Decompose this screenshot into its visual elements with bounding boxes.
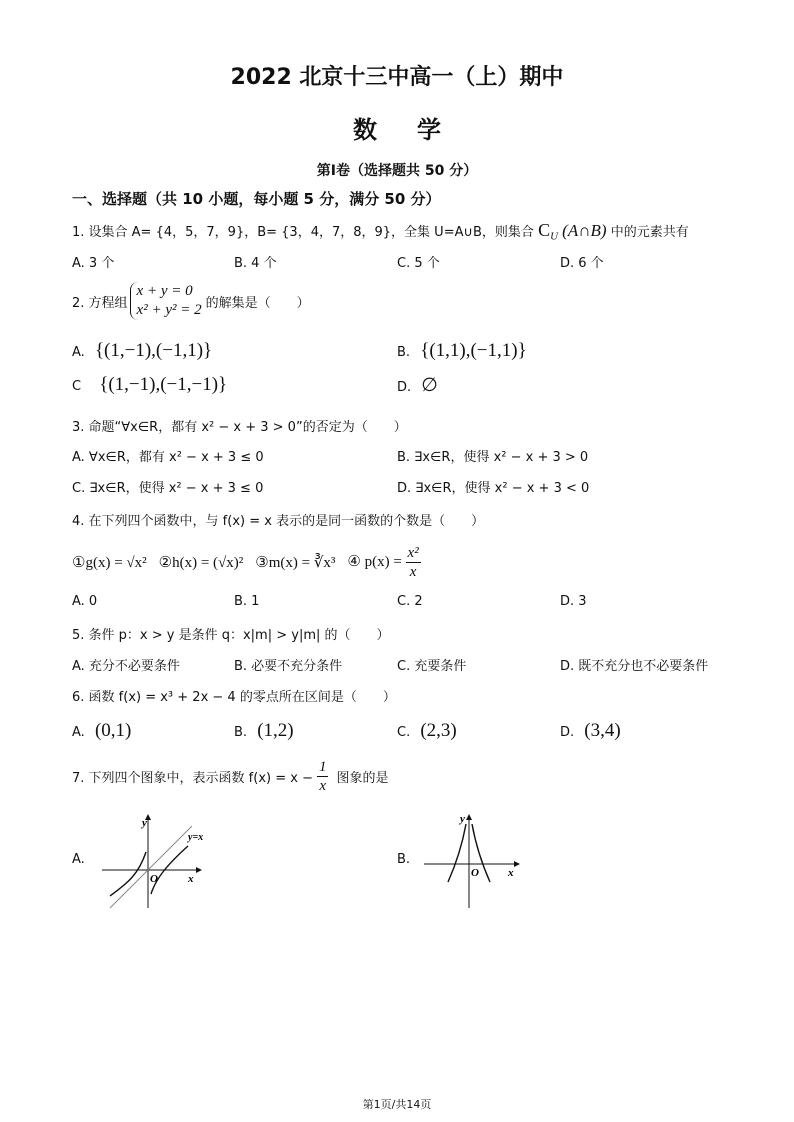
question-1 xyxy=(72,220,689,243)
q3-option-c: C. ∃x∈R，使得 x² − x + 3 ≤ 0 xyxy=(72,481,264,496)
graph-b-origin-label: O xyxy=(471,867,479,879)
q7-fraction-numerator: 1 xyxy=(318,759,327,775)
q4-option-c: C. 2 xyxy=(397,594,423,609)
q6-value-d: (3,4) xyxy=(584,720,621,741)
q6-option-b xyxy=(234,720,294,742)
question-7 xyxy=(72,758,388,795)
q2-tail: 的解集是（ ） xyxy=(205,295,310,311)
q4-option-a: A. 0 xyxy=(72,594,98,609)
q7-graph-b xyxy=(420,812,530,912)
q7-label-b: B. xyxy=(397,852,411,867)
q6-value-c: (2,3) xyxy=(420,720,457,741)
q2-label-d: D. xyxy=(397,380,412,395)
q6-label-d: D. xyxy=(560,725,575,740)
q6-option-d xyxy=(560,720,621,742)
q6-option-c xyxy=(397,720,457,742)
q4-function-m: ③m(x) = ∛x³ xyxy=(255,555,336,571)
q2-value-c: {(1,−1),(−1,−1)} xyxy=(99,374,228,395)
q7-fraction-denominator: x xyxy=(319,778,327,794)
q2-option-b xyxy=(397,340,527,362)
page-title: 2022 北京十三中高一（上）期中 xyxy=(230,65,564,90)
q6-value-b: (1,2) xyxy=(257,720,294,741)
q1-expr-c: C xyxy=(538,220,551,240)
section-heading: 一、选择题（共 10 小题，每小题 5 分，满分 50 分） xyxy=(72,190,441,208)
q2-value-a: {(1,−1),(−1,1)} xyxy=(94,340,213,361)
q5-option-b: B. 必要不充分条件 xyxy=(234,659,343,674)
q4-p-numerator: x² xyxy=(407,545,419,561)
graph-b-x-arrow xyxy=(514,861,520,867)
q4-function-g: ①g(x) = √x² xyxy=(72,555,147,571)
graph-b-curve-left xyxy=(448,824,466,882)
q2-value-b: {(1,1),(−1,1)} xyxy=(420,340,527,361)
q6-option-a xyxy=(72,720,131,742)
q5-option-d: D. 既不充分也不必要条件 xyxy=(560,659,709,674)
q1-tail: 中的元素共有 xyxy=(610,225,689,240)
q2-option-c xyxy=(72,374,227,396)
q4-option-b: B. 1 xyxy=(234,594,260,609)
q2-label-b: B. xyxy=(397,345,411,360)
q6-label-c: C. xyxy=(397,725,411,740)
q3-option-b: B. ∃x∈R，使得 x² − x + 3 > 0 xyxy=(397,450,589,465)
q6-label-b: B. xyxy=(234,725,248,740)
graph-a-x-arrow xyxy=(196,867,202,873)
q7-label-a: A. xyxy=(72,852,85,867)
question-3: 3. 命题“∀x∈R，都有 x² − x + 3 > 0”的否定为（ ） xyxy=(72,420,407,435)
q1-option-a: A. 3 个 xyxy=(72,256,115,271)
q2-equation-system xyxy=(130,282,204,320)
q4-function-p xyxy=(347,544,420,581)
graph-a-x-label: x xyxy=(188,873,194,885)
volume-heading: 第Ⅰ卷（选择题共 50 分） xyxy=(316,163,478,179)
q7-graph-a xyxy=(96,812,226,912)
q6-label-a: A. xyxy=(72,725,85,740)
q6-value-a: (0,1) xyxy=(94,720,132,741)
q2-eq1: x + y = 0 xyxy=(136,283,193,299)
q1-stem: 1. 设集合 A= {4，5，7，9}，B= {3，4，7，8，9}，全集 U=A∪B，则集合 xyxy=(72,225,534,240)
q4-function-p-fraction xyxy=(406,544,421,581)
q7-tail: 图象的是 xyxy=(336,771,389,786)
question-6: 6. 函数 f(x) = x³ + 2x − 4 的零点所在区间是（ ） xyxy=(72,690,396,705)
q1-option-b: B. 4 个 xyxy=(234,256,277,271)
q2-option-d xyxy=(397,374,438,397)
graph-a-line-label: y=x xyxy=(188,832,204,843)
graph-a-line-y-eq-x xyxy=(110,826,192,908)
page-footer: 第1页/共14页 xyxy=(362,1098,432,1111)
q5-option-c: C. 充要条件 xyxy=(397,659,467,674)
q3-option-d: D. ∃x∈R，使得 x² − x + 3 < 0 xyxy=(397,481,590,496)
q3-option-a: A. ∀x∈R，都有 x² − x + 3 ≤ 0 xyxy=(72,450,264,465)
q4-p-denominator: x xyxy=(409,564,417,580)
q2-option-a xyxy=(72,340,212,362)
graph-a-y-label: y xyxy=(142,817,147,829)
q2-label-c: C xyxy=(72,379,82,394)
q4-option-d: D. 3 xyxy=(560,594,587,609)
graph-a-origin-label: O xyxy=(150,873,158,885)
q1-expr-sub: U xyxy=(550,230,559,243)
q7-fraction xyxy=(317,758,329,795)
q2-eq2: x² + y² = 2 xyxy=(136,302,202,318)
q1-expr-set: (A∩B) xyxy=(562,221,607,240)
q1-option-d: D. 6 个 xyxy=(560,256,604,271)
q2-num: 2. 方程组 xyxy=(72,295,128,311)
q7-stem: 7. 下列四个图象中，表示函数 f(x) = x − xyxy=(72,771,313,786)
q5-option-a: A. 充分不必要条件 xyxy=(72,659,180,674)
question-5: 5. 条件 p：x > y 是条件 q：x|m| > y|m| 的（ ） xyxy=(72,628,390,643)
subject-title: 数学 xyxy=(353,116,481,144)
q2-value-d: ∅ xyxy=(421,375,438,396)
q1-option-c: C. 5 个 xyxy=(397,256,440,271)
question-2 xyxy=(72,282,310,320)
question-4: 4. 在下列四个函数中，与 f(x) = x 表示的是同一函数的个数是（ ） xyxy=(72,514,485,529)
q2-label-a: A. xyxy=(72,345,85,360)
graph-b-y-arrow xyxy=(466,814,472,820)
q4-functions xyxy=(72,544,421,581)
graph-b-y-label: y xyxy=(460,813,465,825)
q4-function-p-lhs: ④ p(x) = xyxy=(347,553,402,570)
graph-b-x-label: x xyxy=(508,867,514,879)
q4-function-h: ②h(x) = (√x)² xyxy=(158,555,244,571)
